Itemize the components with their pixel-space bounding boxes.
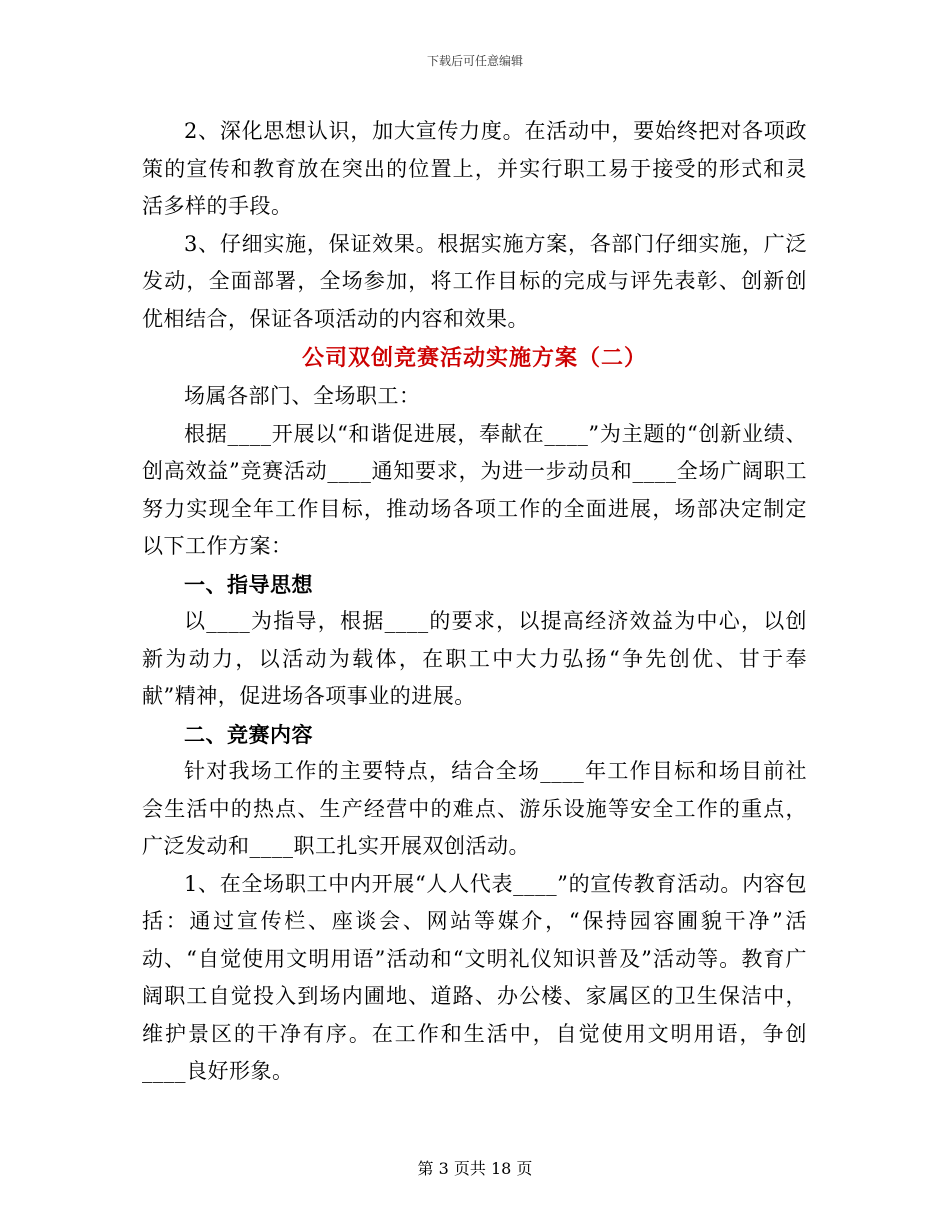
page-header: 下载后可任意编辑 xyxy=(426,54,523,68)
salutation: 场属各部门、全场职工： xyxy=(184,384,421,408)
paragraph-item-2: 2、深化思想认识，加大宣传力度。在活动中，要始终把对各项政策的宣传和教育放在突出的位置上，并实行职工易于接受的形式和灵活多样的手段。 xyxy=(142,119,807,218)
section-text-guiding-thought: 以____为指导，根据____的要求，以提高经济效益为中心，以创新为动力，以活动为载体，在职工中大力弘扬“争先创优、甘于奉献”精神，促进场各项事业的进展。 xyxy=(142,609,807,708)
document-body xyxy=(142,113,807,1091)
section-heading-competition-content: 二、竞赛内容 xyxy=(184,721,313,747)
paragraph-item-3: 3、仔细实施，保证效果。根据实施方案，各部门仔细实施，广泛发动，全面部署，全场参加，将工作目标的完成与评先表彰、创新创优相结合，保证各项活动的内容和效果。 xyxy=(142,231,807,331)
page-number: 第 3 页共 18 页 xyxy=(417,1159,533,1178)
section-heading-guiding-thought: 一、指导思想 xyxy=(184,571,313,597)
intro-paragraph: 根据____开展以“和谐促进展，奉献在____”为主题的“创新业绩、创高效益”竞赛活动____通知要求，为进一步动员和____全场广阔职工努力实现全年工作目标，推动场各项工作的全面进展，场部决定制定以下工作方案： xyxy=(142,421,807,558)
competition-item-1: 1、在全场职工中内开展“人人代表____”的宣传教育活动。内容包括：通过宣传栏、座谈会、网站等媒介，“保持园容圃貌干净”活动、“自觉使用文明用语”活动和“文明礼仪知识普及”活动等。教育广阔职工自觉投入到场内圃地、道路、办公楼、家属区的卫生保洁中，维护景区的干净有序。在工作和生活中，自觉使用文明用语，争创____良好形象。 xyxy=(142,871,807,1083)
section-text-competition-content: 针对我场工作的主要特点，结合全场____年工作目标和场目前社会生活中的热点、生产经营中的难点、游乐设施等安全工作的重点，广泛发动和____职工扎实开展双创活动。 xyxy=(142,759,807,858)
document-title: 公司双创竞赛活动实施方案（二） xyxy=(301,345,647,371)
